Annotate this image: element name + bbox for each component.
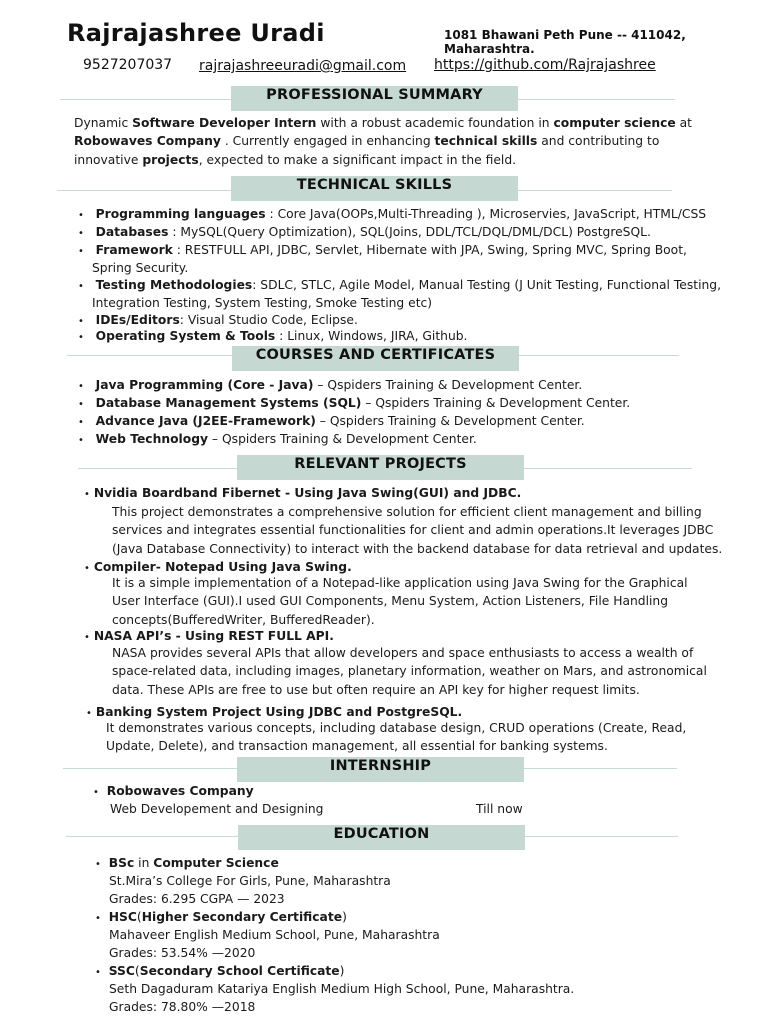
candidate-name: Rajrajashree Uradi — [67, 19, 325, 47]
course-item: • Advance Java (J2EE-Framework) – Qspiders Training & Development Center. — [78, 414, 585, 428]
education-school: St.Mira’s College For Girls, Pune, Maharashtra — [109, 874, 391, 888]
project-description: It demonstrates various concepts, including database design, CRUD operations (Create, Read, Update, Delete), and transaction management, all essential for banking systems. — [106, 721, 687, 754]
address: 1081 Bhawani Peth Pune -- 411042, Maharashtra. — [444, 28, 686, 56]
education-degree: • HSC(Higher Secondary Certificate) — [95, 910, 347, 924]
course-item: • Database Management Systems (SQL) – Qspiders Training & Development Center. — [78, 396, 631, 410]
project-title: • NASA API’s - Using REST FULL API. — [84, 629, 334, 643]
project-description: NASA provides several APIs that allow developers and space enthusiasts to access a wealth of space-related data, including images, planetary information, weather on Mars, and astronomical data. These APIs are free to use but often require an API key for higher request limits. — [112, 646, 707, 697]
skill-item: • IDEs/Editors: Visual Studio Code, Eclipse. — [78, 313, 358, 327]
skill-item: • Programming languages : Core Java(OOPs,Multi-Threading ), Microservies, JavaScript, HTML/CSS — [78, 207, 707, 221]
education-school: Mahaveer English Medium School, Pune, Maharashtra — [109, 928, 440, 942]
course-item: • Web Technology – Qspiders Training & Development Center. — [78, 432, 477, 446]
project-title: • Banking System Project Using JDBC and PostgreSQL. — [86, 705, 463, 719]
section-title-internship: INTERNSHIP — [237, 757, 524, 782]
education-school: Seth Dagaduram Katariya English Medium High School, Pune, Maharashtra. — [109, 982, 575, 996]
skill-item-continuation: Integration Testing, System Testing, Smoke Testing etc) — [92, 296, 433, 310]
education-degree: • SSC(Secondary School Certificate) — [95, 964, 345, 978]
section-title-skills: TECHNICAL SKILLS — [231, 176, 518, 201]
education-grade: Grades: 53.54% —2020 — [109, 946, 256, 960]
email-link[interactable]: rajrajashreeuradi@gmail.com — [199, 58, 407, 74]
section-title-courses: COURSES AND CERTIFICATES — [232, 346, 519, 371]
education-grade: Grades: 6.295 CGPA — 2023 — [109, 892, 285, 906]
internship-role: Web Developement and Designing — [110, 802, 324, 816]
summary-text: Dynamic Software Developer Intern with a robust academic foundation in computer science at Robowaves Company . Currently engaged in enhancing technical skills and contributing to innovative projects, expected to make a significant impact in the field. — [74, 116, 692, 167]
project-description: It is a simple implementation of a Notepad-like application using Java Swing for the Graphical User Interface (GUI).I used GUI Components, Menu System, Action Listeners, File Handling concepts(BufferedWriter, BufferedReader). — [112, 576, 688, 627]
section-title-summary: PROFESSIONAL SUMMARY — [231, 86, 518, 111]
skill-item-continuation: Spring Security. — [92, 261, 189, 275]
education-grade: Grades: 78.80% —2018 — [109, 1000, 256, 1014]
project-title: • Compiler- Notepad Using Java Swing. — [84, 560, 352, 574]
internship-company: • Robowaves Company — [93, 784, 254, 798]
section-title-projects: RELEVANT PROJECTS — [237, 455, 524, 480]
course-item: • Java Programming (Core - Java) – Qspiders Training & Development Center. — [78, 378, 583, 392]
skill-item: • Testing Methodologies: SDLC, STLC, Agile Model, Manual Testing (J Unit Testing, Functional Testing, — [78, 278, 722, 292]
skill-item: • Databases : MySQL(Query Optimization), SQL(Joins, DDL/TCL/DQL/DML/DCL) PostgreSQL. — [78, 225, 651, 239]
internship-period: Till now — [476, 802, 523, 816]
project-description: This project demonstrates a comprehensive solution for efficient client management and billing services and integrates essential functionalities for client and admin operations.It leverages JDBC (Java Database Connectivity) to interact with the backend database for data retrieval and updates. — [112, 505, 723, 556]
skill-item: • Operating System & Tools : Linux, Windows, JIRA, Github. — [78, 329, 468, 343]
phone-number: 9527207037 — [83, 57, 173, 73]
github-link[interactable]: https://github.com/Rajrajashree — [434, 57, 656, 73]
project-title: • Nvidia Boardband Fibernet - Using Java Swing(GUI) and JDBC. — [84, 486, 522, 500]
education-degree: • BSc in Computer Science — [95, 856, 279, 870]
skill-item: • Framework : RESTFULL API, JDBC, Servlet, Hibernate with JPA, Swing, Spring MVC, Spring Boot, — [78, 243, 687, 257]
section-title-education: EDUCATION — [238, 825, 525, 850]
